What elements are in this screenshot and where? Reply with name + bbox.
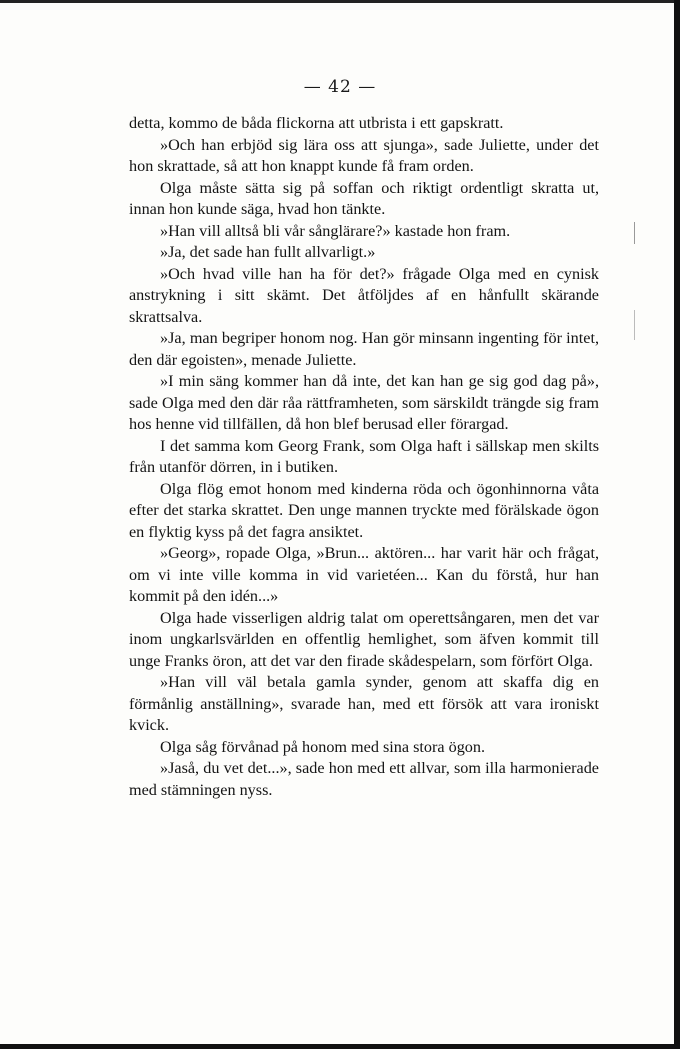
paragraph: I det samma kom Georg Frank, som Olga haft i sällskap men skilts från utanför dörren, in i butiken. (129, 436, 599, 476)
paragraph: »Och hvad ville han ha för det?» frågade Olga med en cynisk anstrykning i sitt skämt. Det åtföljdes af en hånfullt skärande skrattsalva. (129, 264, 599, 326)
paragraph: Olga såg förvånad på honom med sina stora ögon. (160, 737, 486, 756)
scan-edge-right (674, 0, 680, 1049)
paragraph: Olga måste sätta sig på soffan och riktigt ordentligt skratta ut, innan hon kunde säga, hvad hon tänkte. (129, 178, 599, 218)
scan-edge-bottom (0, 1044, 680, 1049)
paragraph: »Ja, det sade han fullt allvarligt.» (160, 243, 376, 261)
paragraph: detta, kommo de båda flickorna att utbrista i ett gapskratt. (129, 114, 504, 132)
paragraph: »Jaså, du vet det...», sade hon med ett allvar, som illa harmonierade med stämningen nyss. (129, 759, 599, 799)
paragraph: »Han vill väl betala gamla synder, genom att skaffa dig en förmånlig anställning», svarade han, med ett försök att vara ironiskt kvick. (129, 673, 599, 734)
paragraph: »Ja, man begriper honom nog. Han gör minsann ingenting för intet, den där egoisten», menade Juliette. (129, 329, 599, 369)
paragraph: »Georg», ropade Olga, »Brun... aktören... har varit här och frågat, om vi inte ville komma in vid varietéen... Kan du förstå, hur han kommit på den idén...» (129, 544, 599, 605)
paragraph: Olga flög emot honom med kinderna röda och ögonhinnorna våta efter det starka skrattet. Den unge mannen tryckte med förälskade ögon en flyktig kyss på det fagra ansiktet. (129, 479, 599, 541)
paragraph: »Han vill alltså bli vår sånglärare?» kastade hon fram. (160, 221, 511, 240)
paragraph: »Och han erbjöd sig lära oss att sjunga», sade Juliette, under det hon skrattade, så att hon knappt kunde få fram orden. (129, 135, 599, 175)
margin-mark (634, 310, 635, 340)
paragraph: »I min säng kommer han då inte, det kan han ge sig god dag på», sade Olga med den där råa rättframheten, som särskildt trängde sig fram hos henne vid tillfällen, då hon blef berusad eller förargad. (129, 372, 599, 433)
page-number: — 42 — (303, 77, 377, 97)
body-text (129, 113, 599, 801)
paragraph: Olga hade visserligen aldrig talat om operettsångaren, men det var inom ungkarlsvärlden en offentlig hemlighet, som äfven kommit till unge Franks öron, att det var den firade skådespelarn, som förfört Olga. (129, 608, 599, 670)
scan-edge-top (0, 0, 680, 3)
margin-mark (634, 222, 635, 244)
